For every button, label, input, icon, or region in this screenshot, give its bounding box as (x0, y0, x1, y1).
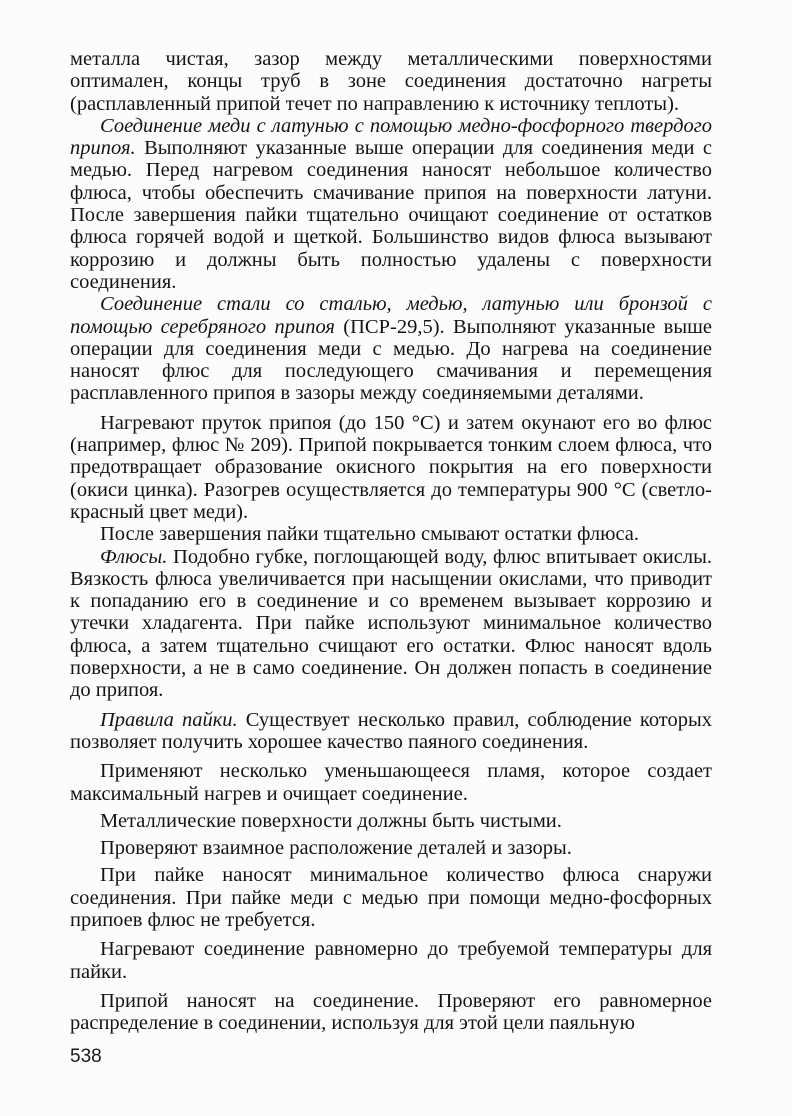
paragraph-heading: Соединение меди с латунью с помощью медно-фосфорного твердого припоя. (70, 114, 712, 160)
paragraph (70, 760, 712, 805)
paragraph (70, 810, 712, 832)
paragraph-text: (ПСР-29,5). Выполняют указанные выше операции для соединения меди с медью. До нагрева на соединение наносят флюс для последующего смачивания и перемещения расплавленного припоя в зазоры между соединяемыми деталями. (70, 315, 712, 405)
paragraph (70, 709, 712, 754)
paragraph-text: При пайке наносят минимальное количество флюса снаружи соединения. При пайке меди с медью при помощи медно-фосфорных припоев флюс не требуется. (70, 864, 712, 931)
paragraph-heading: Правила пайки. (100, 708, 238, 731)
page-number: 538 (70, 1046, 102, 1067)
paragraph (70, 938, 712, 983)
paragraph-text: Существует несколько правил, соблюдение которых позволяет получить хорошее качество паяного соединения. (70, 708, 713, 753)
paragraph (70, 293, 712, 404)
paragraph (70, 412, 712, 523)
paragraph (70, 523, 712, 545)
paragraph-text: Выполняют указанные выше операции для соединения меди с медью. Перед нагревом соединения наносят небольшое количество флюса, чтобы обеспечить смачивание припоя на поверхности латуни. После завершения пайки тщательно очищают соединение от остатков флюса горячей водой и щеткой. Большинство видов флюса вызывают коррозию и должны быть полностью удалены с поверхности соединения. (70, 137, 712, 293)
paragraph-text: Металлические поверхности должны быть чистыми. (100, 809, 562, 832)
paragraph-text: Проверяют взаимное расположение деталей и зазоры. (100, 837, 572, 860)
body-text (70, 48, 712, 1034)
paragraph-text: Применяют несколько уменьшающееся пламя, которое создает максимальный нагрев и очищает соединение. (70, 760, 712, 805)
paragraph (70, 48, 712, 115)
paragraph-heading: Флюсы. (100, 545, 168, 568)
paragraph-text: Припой наносят на соединение. Проверяют его равномерное распределение в соединении, используя для этой цели паяльную (70, 989, 712, 1035)
paragraph-text: После завершения пайки тщательно смывают остатки флюса. (100, 523, 640, 546)
paragraph-text: Нагревают пруток припоя (до 150 °С) и затем окунают его во флюс (например, флюс № 209). Припой покрывается тонким слоем флюса, что предотвращает образование окисного покрытия на его поверхности (окиси цинка). Разогрев осуществляется до температуры 900 °С (светло-красный цвет меди). (70, 411, 712, 523)
paragraph (70, 546, 712, 702)
paragraph (70, 837, 712, 859)
paragraph-heading: Соединение стали со сталью, медью, латунью или бронзой с помощью серебряного припоя (70, 293, 712, 338)
paragraph (70, 990, 712, 1035)
paragraph-text: Нагревают соединение равномерно до требуемой температуры для пайки. (70, 938, 712, 983)
paragraph-text: металла чистая, зазор между металлическими поверхностями оптимален, концы труб в зоне соединения достаточно нагреты (расплавленный припой течет по направлению к источнику теплоты). (70, 48, 712, 115)
paragraph (70, 115, 712, 293)
paragraph-text: Подобно губке, поглощающей воду, флюс впитывает окислы. Вязкость флюса увеличивается при насыщении окислами, что приводит к попаданию его в соединение и со временем вызывает коррозию и утечки хладагента. При пайке используют минимальное количество флюса, а затем тщательно счищают его остатки. Флюс наносят вдоль поверхности, а не в само соединение. Он должен попасть в соединение до припоя. (70, 545, 712, 702)
paragraph (70, 864, 712, 931)
